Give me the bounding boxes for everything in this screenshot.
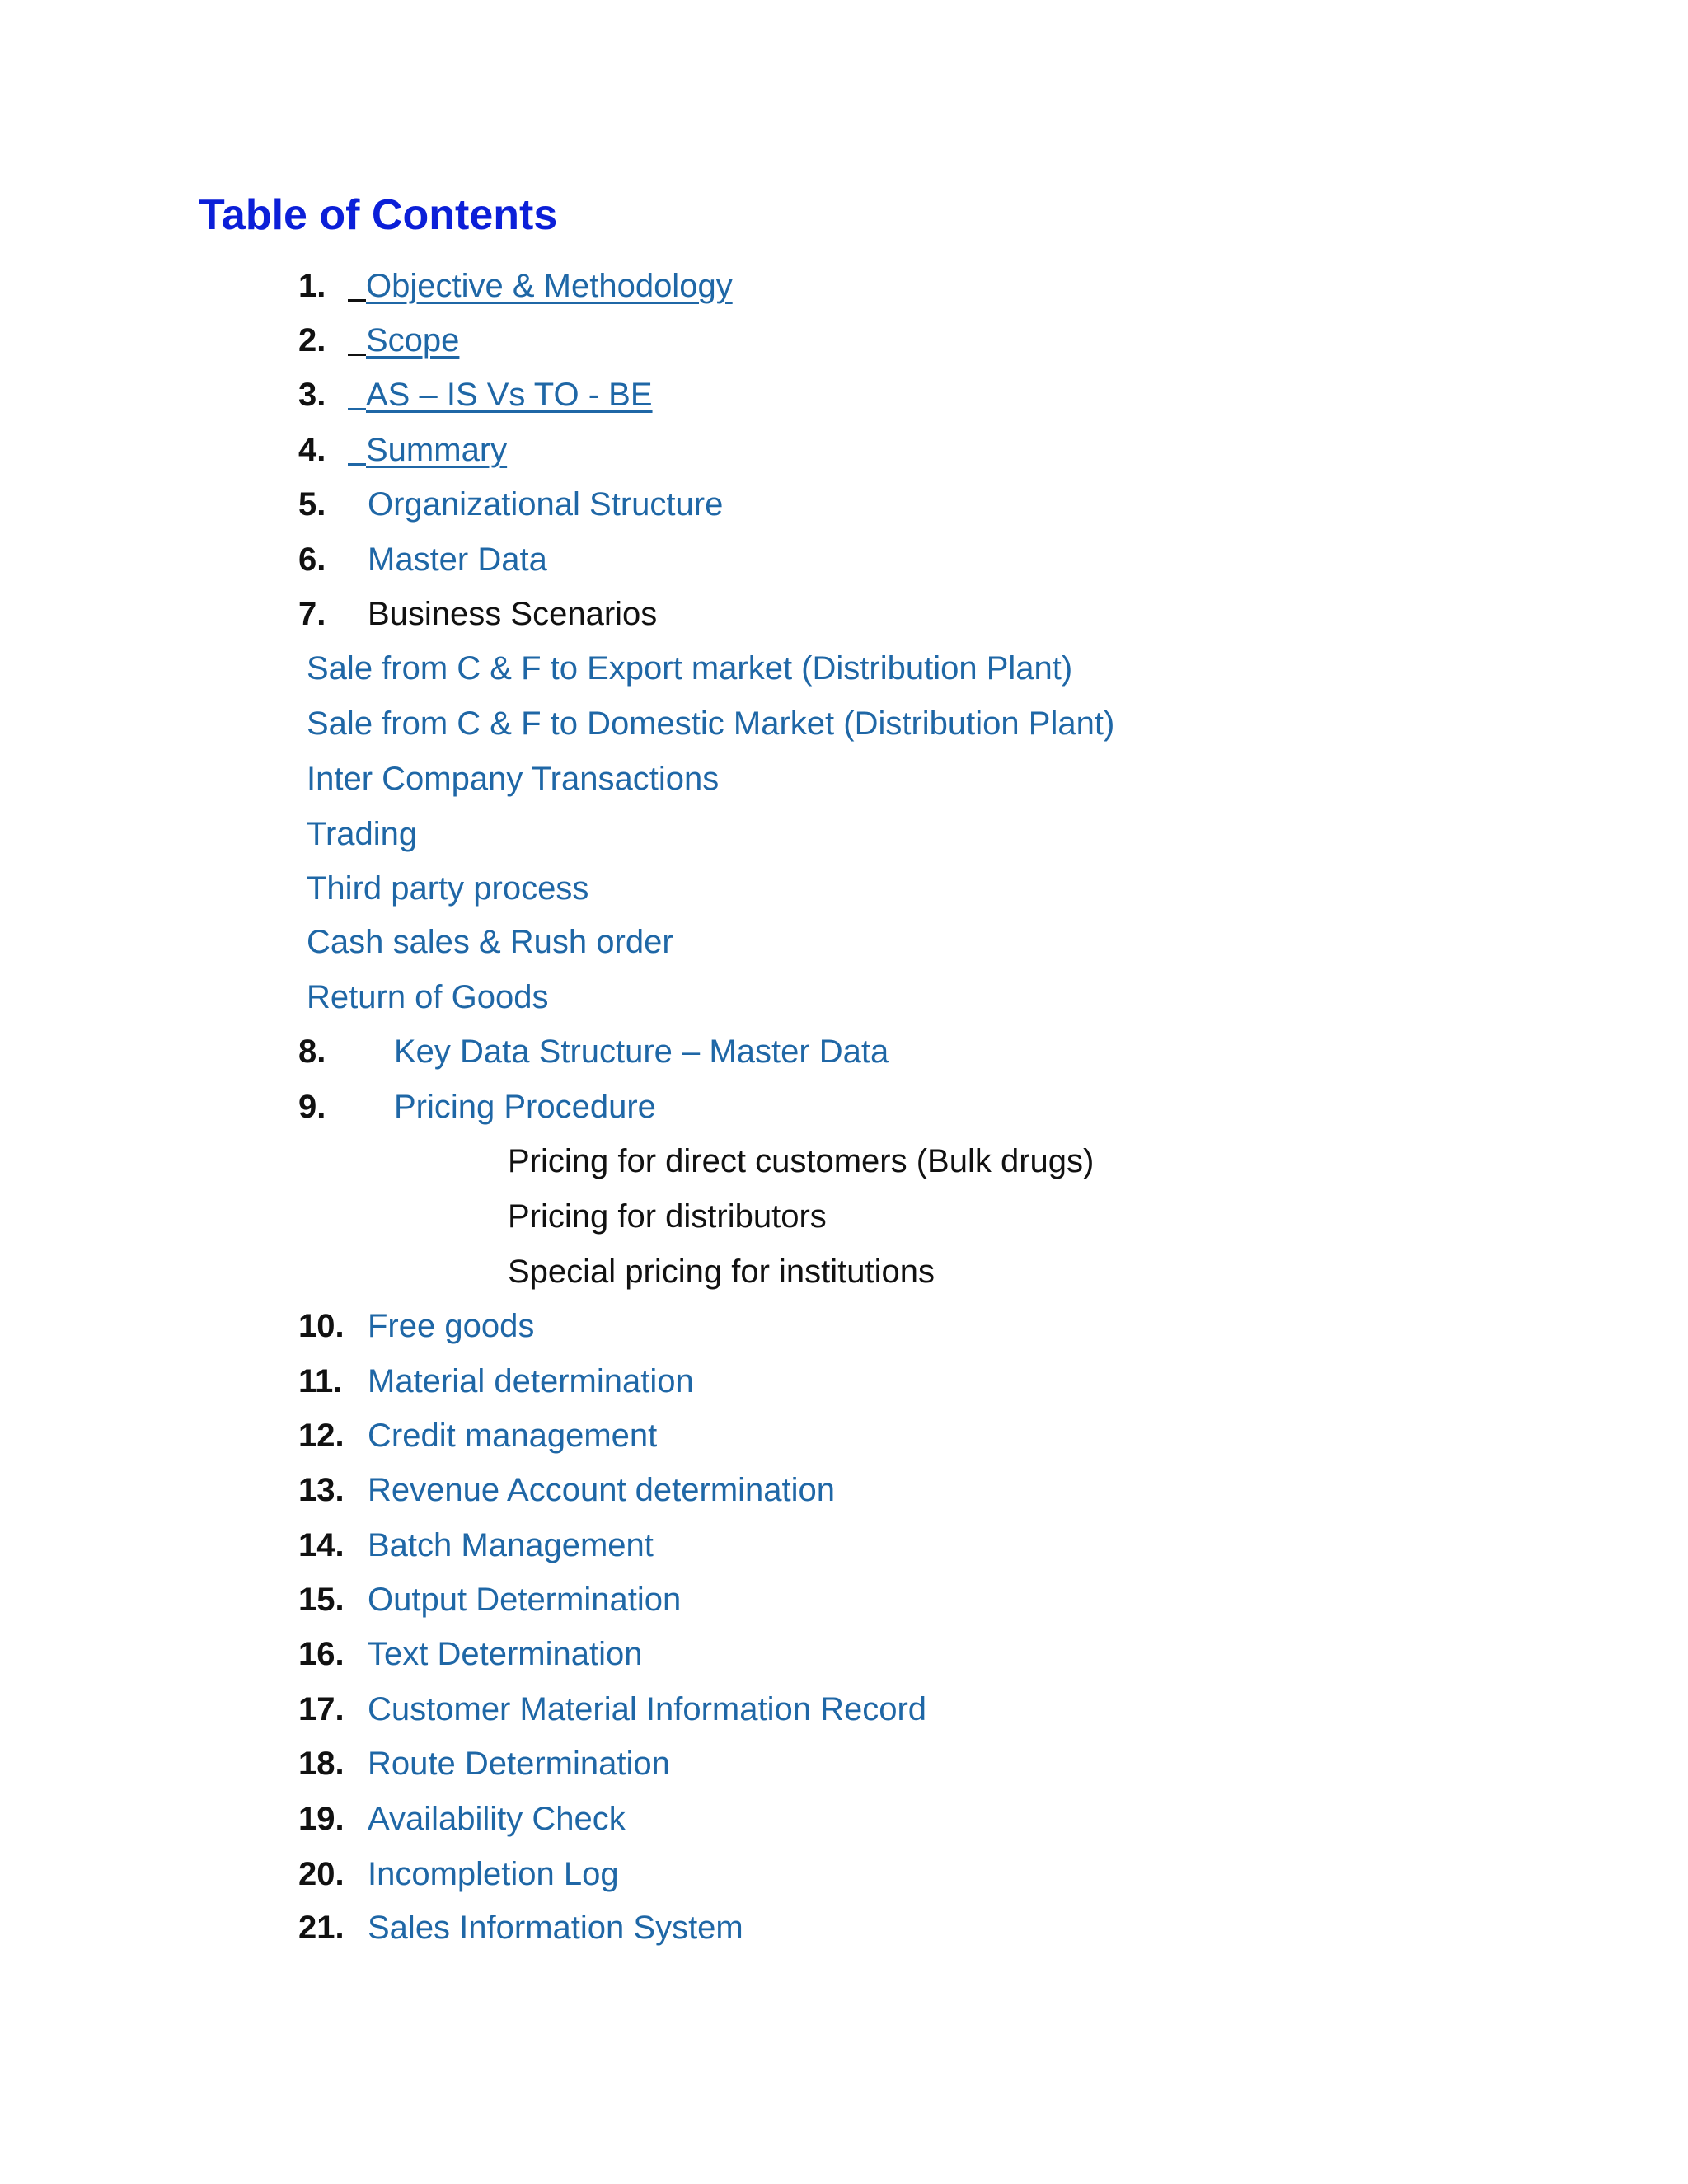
toc-link-label[interactable]: Organizational Structure [368, 486, 724, 523]
toc-number: 7. [298, 596, 326, 632]
toc-number: 4. [298, 432, 326, 468]
toc-number: 10. [298, 1308, 345, 1344]
toc-sub-label: Special pricing for institutions [508, 1254, 935, 1290]
toc-number: 2. [298, 322, 326, 359]
toc-link-label[interactable]: Trading [307, 816, 418, 852]
toc-number: 16. [298, 1636, 345, 1672]
toc-link-label[interactable]: Incompletion Log [368, 1856, 619, 1892]
toc-link-label[interactable]: Availability Check [368, 1801, 626, 1837]
toc-link-label[interactable]: Free goods [368, 1308, 535, 1344]
toc-number: 19. [298, 1801, 345, 1837]
toc-link-label[interactable]: Revenue Account determination [368, 1472, 836, 1508]
toc-number: 9. [298, 1089, 326, 1125]
toc-link[interactable] [348, 263, 733, 309]
toc-link-label: Objective & Methodology [366, 268, 733, 304]
toc-link-label[interactable]: Text Determination [368, 1636, 643, 1672]
toc-link-label[interactable]: Sale from C & F to Domestic Market (Distribution Plant) [307, 705, 1115, 742]
toc-link-label[interactable]: Return of Goods [307, 979, 549, 1015]
toc-number: 12. [298, 1418, 345, 1454]
toc-link-label[interactable]: Route Determination [368, 1746, 670, 1782]
toc-link-label[interactable]: Third party process [307, 870, 589, 907]
toc-link-label[interactable]: Material determination [368, 1363, 694, 1399]
toc-link[interactable] [348, 372, 653, 418]
toc-number: 6. [298, 541, 326, 578]
toc-link-label[interactable]: Master Data [368, 541, 547, 578]
toc-number: 8. [298, 1033, 326, 1070]
toc-number: 20. [298, 1856, 345, 1892]
toc-link-label: AS – IS Vs TO - BE [366, 377, 653, 413]
page-title: Table of Contents [199, 191, 558, 239]
toc-number: 21. [298, 1910, 345, 1946]
toc-link-label[interactable]: Inter Company Transactions [307, 761, 720, 797]
toc-number: 3. [298, 377, 326, 413]
toc-section-label: Business Scenarios [368, 596, 658, 632]
toc-number: 13. [298, 1472, 345, 1508]
toc-link[interactable] [348, 427, 507, 473]
toc-link-label[interactable]: Cash sales & Rush order [307, 924, 673, 960]
toc-number: 15. [298, 1582, 345, 1618]
toc-number: 17. [298, 1691, 345, 1727]
toc-number: 5. [298, 486, 326, 523]
toc-sub-label: Pricing for distributors [508, 1198, 827, 1235]
toc-link-label[interactable]: Sale from C & F to Export market (Distribution Plant) [307, 650, 1073, 687]
toc-number: 14. [298, 1527, 345, 1563]
toc-link-label[interactable]: Credit management [368, 1418, 658, 1454]
toc-link-label: Scope [366, 322, 460, 359]
toc-link-label[interactable]: Sales Information System [368, 1910, 743, 1946]
toc-link-label[interactable]: Key Data Structure – Master Data [394, 1033, 889, 1070]
toc-number: 11. [298, 1363, 343, 1399]
toc-link[interactable] [348, 317, 459, 363]
toc-link-label[interactable]: Customer Material Information Record [368, 1691, 927, 1727]
toc-link-label[interactable]: Output Determination [368, 1582, 682, 1618]
toc-number: 1. [298, 268, 326, 304]
toc-number: 18. [298, 1746, 345, 1782]
toc-link-label[interactable]: Pricing Procedure [394, 1089, 656, 1125]
toc-link-label: Summary [366, 432, 508, 468]
toc-link-label[interactable]: Batch Management [368, 1527, 654, 1563]
toc-sub-label: Pricing for direct customers (Bulk drugs) [508, 1143, 1095, 1179]
